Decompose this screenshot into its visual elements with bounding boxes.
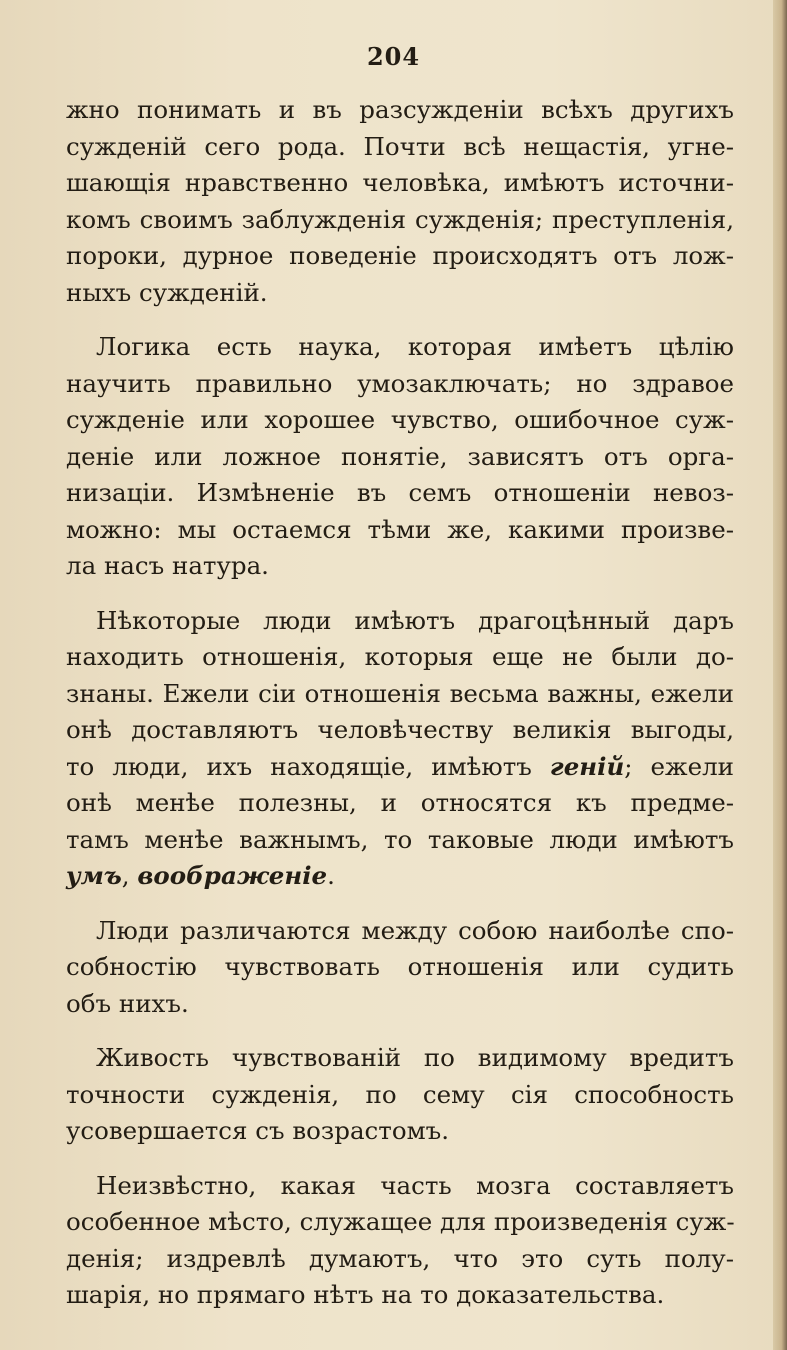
text-line — [66, 129, 734, 166]
text-line — [66, 1113, 734, 1150]
text-run: деніе или ложное понятіе, зависятъ отъ орга- — [66, 441, 734, 471]
text-line — [66, 1241, 734, 1278]
text-run: низаціи. Измѣненіе въ семъ отношеніи невоз- — [66, 478, 734, 507]
text-line — [66, 165, 734, 202]
text-run: шарія, но прямаго нѣтъ на то доказательства. — [66, 1280, 665, 1309]
text-run: собностію чувствовать отношенія или судить — [66, 952, 734, 981]
text-run: Нѣкоторые люди имѣютъ драгоцѣнный даръ — [96, 605, 734, 635]
text-run: знаны. Ежели сіи отношенія весьма важны, ежели — [66, 678, 734, 708]
text-run: Люди различаются между собою наиболѣе спо- — [96, 915, 734, 945]
text-line — [66, 1077, 734, 1114]
text-line — [66, 439, 734, 476]
text-run: усовершается съ возрастомъ. — [66, 1116, 450, 1145]
text-line — [66, 676, 734, 713]
text-run: денія; издревлѣ думаютъ, что это суть полу- — [66, 1243, 734, 1273]
text-line — [66, 949, 734, 986]
text-run: шающія нравственно человѣка, имѣютъ источни- — [66, 168, 734, 197]
text-run: Неизвѣстно, какая часть мозга составляетъ — [96, 1170, 734, 1200]
text-run: сужденій сего рода. Почти всѣ нещастія, угне- — [66, 131, 734, 161]
paragraph — [66, 913, 734, 1023]
text-line — [66, 603, 734, 640]
text-run: , — [121, 861, 138, 890]
emphasized-term: умъ — [66, 861, 122, 890]
text-line — [66, 402, 734, 439]
text-line — [66, 548, 734, 585]
text-line — [66, 366, 734, 403]
text-run: сужденіе или хорошее чувство, ошибочное суж- — [66, 405, 734, 434]
text-line — [66, 785, 734, 822]
page-number: 204 — [366, 42, 421, 71]
text-line — [66, 202, 734, 239]
paragraph — [66, 603, 734, 895]
text-run: точности сужденія, по сему сія способность — [66, 1079, 734, 1109]
text-run: особенное мѣсто, служащее для произведенія суж- — [66, 1207, 735, 1236]
emphasized-term: воображеніе — [137, 861, 328, 890]
body-text — [66, 92, 734, 1332]
paragraph — [66, 1040, 734, 1150]
text-line — [66, 512, 734, 549]
text-run: пороки, дурное поведеніе происходятъ отъ лож- — [66, 241, 734, 270]
emphasized-term: геній — [549, 751, 625, 781]
text-line — [66, 475, 734, 512]
text-line — [66, 712, 734, 749]
paragraph — [66, 92, 734, 311]
text-line — [66, 858, 734, 895]
text-run: комъ своимъ заблужденія сужденія; преступленія, — [66, 204, 734, 234]
text-run: находить отношенія, которыя еще не были до- — [66, 642, 734, 671]
text-run: онѣ доставляютъ человѣчеству великія выгоды, — [66, 715, 734, 744]
page-edge — [773, 0, 787, 1350]
text-line — [66, 1168, 734, 1205]
text-line — [66, 639, 734, 676]
text-run: жно понимать и въ разсужденіи всѣхъ другихъ — [66, 95, 734, 124]
text-line — [66, 1040, 734, 1077]
text-run: объ нихъ. — [66, 988, 189, 1018]
text-line — [66, 749, 734, 786]
text-line — [66, 913, 734, 950]
text-line — [66, 822, 734, 859]
text-line — [66, 238, 734, 275]
text-run: Логика есть наука, которая имѣетъ цѣлію — [96, 332, 734, 361]
text-line — [66, 986, 734, 1023]
text-run: ныхъ сужденій. — [66, 277, 268, 307]
text-run: можно: мы остаемся тѣми же, какими произве- — [66, 514, 734, 544]
text-run: ла насъ натура. — [66, 551, 269, 580]
text-run: онѣ менѣе полезны, и относятся къ предме- — [66, 788, 734, 817]
text-run: Живость чувствованій по видимому вредитъ — [96, 1043, 734, 1072]
text-run: научить правильно умозаключать; но здравое — [66, 368, 734, 398]
text-line — [66, 275, 734, 312]
text-run: то люди, ихъ находящіе, имѣютъ — [66, 751, 550, 781]
text-run: тамъ менѣе важнымъ, то таковые люди имѣютъ — [66, 824, 734, 854]
text-run: . — [327, 861, 335, 890]
text-run: ; ежели — [624, 751, 734, 781]
paragraph — [66, 329, 734, 585]
text-line — [66, 329, 734, 366]
text-line — [66, 1204, 734, 1241]
text-line — [66, 1277, 734, 1314]
text-line — [66, 92, 734, 129]
paragraph — [66, 1168, 734, 1314]
